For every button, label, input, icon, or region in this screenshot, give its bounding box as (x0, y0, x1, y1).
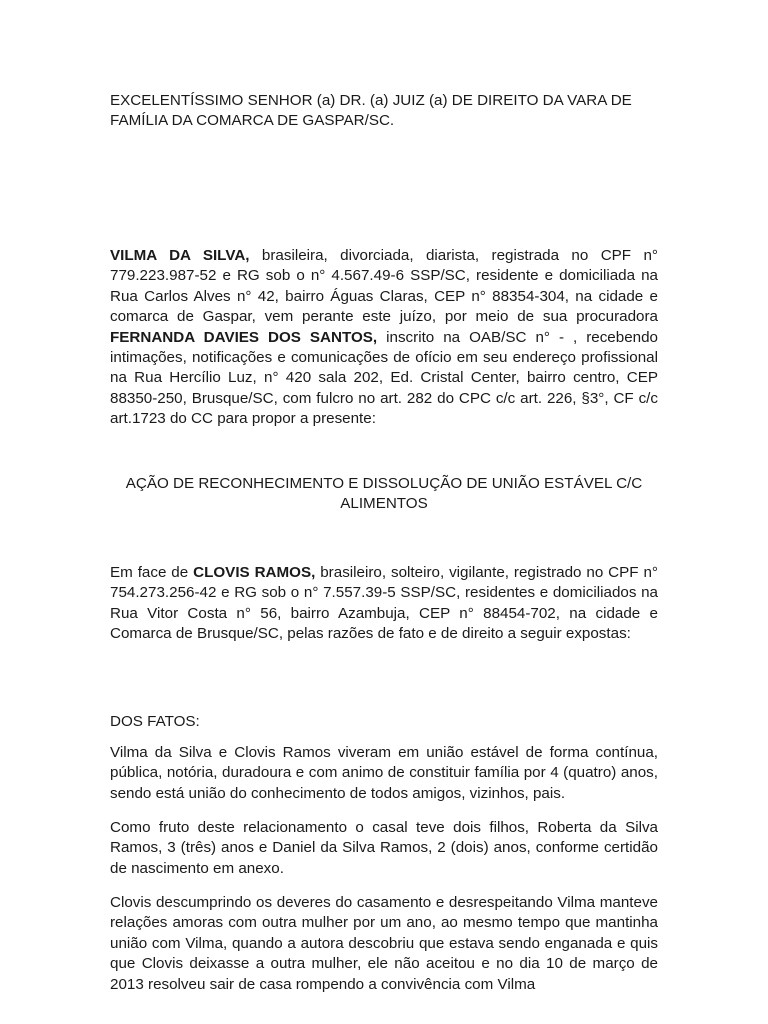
document-heading: EXCELENTÍSSIMO SENHOR (a) DR. (a) JUIZ (a) DE DIREITO DA VARA DE FAMÍLIA DA COMARCA DE GASPAR/SC. (110, 92, 632, 130)
fact-paragraph: Como fruto deste relacionamento o casal teve dois filhos, Roberta da Silva Ramos, 3 (três) anos e Daniel da Silva Ramos, 2 (dois) anos, conforme certidão de nascimento em anexo. (110, 819, 658, 877)
plaintiff-name: VILMA DA SILVA, (110, 247, 250, 264)
defendant-intro: Em face de (110, 564, 194, 581)
defendant-qualification: brasileiro, solteiro, vigilante, registrado no CPF n° 754.273.256-42 e RG sob o n° 7.557.39-5 SSP/SC, residentes e domiciliados na Rua Vitor Costa n° 56, bairro Azambuja, CEP n° 88454-702, na cidade e Comarca de Brusque/SC, pelas razões de fato e de direito a seguir expostas: (110, 564, 658, 643)
attorney-qualification: inscrito na OAB/SC n° - , recebendo intimações, notificações e comunicações de ofício em seu endereço profissional na Rua Hercílio Luz, n° 420 sala 202, Ed. Cristal Center, bairro centro, CEP 88350-250, Brusque/SC, com fulcro no art. 282 do CPC c/c art. 226, §3°, CF c/c art.1723 do CC para propor a presente: (110, 328, 658, 428)
attorney-name: FERNANDA DAVIES DOS SANTOS, (110, 328, 378, 346)
plaintiff-paragraph (110, 246, 658, 430)
facts-section-title: DOS FATOS: (110, 713, 200, 730)
fact-paragraph: Clovis descumprindo os deveres do casamento e desrespeitando Vilma manteve relações amoras com outra mulher por um ano, ao mesmo tempo que mantinha união com Vilma, quando a autora descobriu que estava sendo enganada e quis que Clovis deixasse a outra mulher, ele não aceitou e no dia 10 de março de 2013 resolveu sair de casa rompendo a convivência com Vilma (110, 894, 658, 993)
fact-paragraph: Vilma da Silva e Clovis Ramos viveram em união estável de forma contínua, pública, notória, duradoura e com animo de constituir família por 4 (quatro) anos, sendo está união do conhecimento de todos amigos, vizinhos, pais. (110, 744, 658, 802)
defendant-name: CLOVIS RAMOS, (193, 564, 316, 581)
plaintiff-qualification: brasileira, divorciada, diarista, registrada no CPF n° 779.223.987-52 e RG sob o n° 4.567.49-6 SSP/SC, residente e domiciliada na Rua Carlos Alves n° 42, bairro Águas Claras, CEP n° 88354-304, na cidade e comarca de Gaspar, vem perante este juízo, por meio de sua procuradora (110, 247, 658, 326)
defendant-paragraph (110, 563, 658, 645)
action-title: AÇÃO DE RECONHECIMENTO E DISSOLUÇÃO DE UNIÃO ESTÁVEL C/C ALIMENTOS (125, 475, 643, 513)
